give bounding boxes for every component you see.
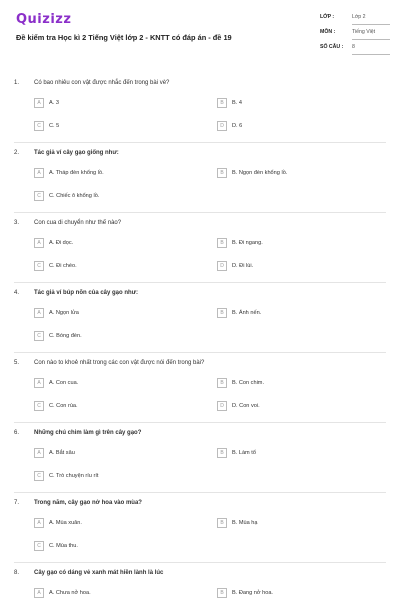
option-letter-box: A	[34, 518, 44, 528]
question-number: 6.	[14, 430, 20, 436]
meta-label: LỚP :	[320, 14, 335, 20]
question-text: Tác giả ví búp nõn của cây gạo như:	[34, 290, 139, 296]
option-letter-box: A	[34, 588, 44, 598]
option-letter-box: A	[34, 308, 44, 318]
question-divider	[14, 492, 386, 493]
option-letter-box: A	[34, 98, 44, 108]
option-letter-box: B	[217, 238, 227, 248]
brand-logo: Quizizz	[16, 12, 72, 27]
question-number: 5.	[14, 360, 20, 366]
question-divider	[14, 562, 386, 563]
meta-underline	[352, 39, 390, 40]
meta-label: SỐ CÂU :	[320, 44, 344, 50]
option-text: A. 3	[49, 100, 59, 106]
question-divider	[14, 422, 386, 423]
option-letter-box: B	[217, 308, 227, 318]
option-text: D. Đi lùi.	[232, 263, 254, 269]
option-text: C. Trò chuyện ríu rít	[49, 473, 99, 479]
option-text: C. Đi chéo.	[49, 263, 77, 269]
option-text: A. Con cua.	[49, 380, 79, 386]
meta-label: MÔN :	[320, 29, 336, 35]
option-letter-box: B	[217, 98, 227, 108]
option-text: B. Đi ngang.	[232, 240, 263, 246]
option-letter-box: B	[217, 518, 227, 528]
option-text: A. Mùa xuân.	[49, 520, 82, 526]
option-text: A. Ngọn lửa	[49, 310, 79, 316]
question-divider	[14, 282, 386, 283]
option-text: B. Con chim.	[232, 380, 265, 386]
document-title: Đề kiểm tra Học kì 2 Tiếng Việt lớp 2 - KNTT có đáp án - đề 19	[16, 33, 232, 42]
document-header	[0, 0, 400, 70]
option-text: C. Mùa thu.	[49, 543, 78, 549]
option-text: A. Tháp đèn khổng lồ.	[49, 170, 104, 176]
meta-row-count	[320, 42, 390, 55]
option-text: D. 6	[232, 123, 243, 129]
meta-value: Tiếng Việt	[352, 29, 376, 35]
option-letter-box: D	[217, 401, 227, 411]
option-letter-box: C	[34, 331, 44, 341]
option-text: D. Con voi.	[232, 403, 260, 409]
meta-value: Lớp 2	[352, 14, 366, 20]
option-text: A. Đi dọc.	[49, 240, 74, 246]
question-divider	[14, 142, 386, 143]
question-text: Cây gạo có dáng vẻ xanh mát hiền lành là lúc	[34, 570, 164, 576]
option-letter-box: C	[34, 261, 44, 271]
meta-row-class	[320, 12, 390, 25]
question-text: Con cua di chuyển như thế nào?	[34, 220, 122, 226]
option-letter-box: C	[34, 191, 44, 201]
meta-underline	[352, 24, 390, 25]
meta-value: 8	[352, 44, 355, 50]
question-number: 8.	[14, 570, 20, 576]
question-text: Tác giả ví cây gạo giống như:	[34, 150, 119, 156]
option-letter-box: B	[217, 168, 227, 178]
question-text: Trong năm, cây gạo nở hoa vào mùa?	[34, 500, 142, 506]
option-letter-box: D	[217, 121, 227, 131]
option-text: A. Chưa nở hoa.	[49, 590, 91, 596]
option-text: B. Mùa hạ	[232, 520, 258, 526]
option-letter-box: C	[34, 401, 44, 411]
question-text: Những chú chim làm gì trên cây gạo?	[34, 430, 142, 436]
option-letter-box: D	[217, 261, 227, 271]
option-text: C. Bóng đèn.	[49, 333, 82, 339]
option-letter-box: C	[34, 121, 44, 131]
option-text: A. Bắt sâu	[49, 450, 75, 456]
option-text: B. 4	[232, 100, 242, 106]
question-number: 4.	[14, 290, 20, 296]
option-letter-box: A	[34, 168, 44, 178]
option-text: C. 5	[49, 123, 60, 129]
question-number: 3.	[14, 220, 20, 226]
option-text: B. Làm tổ	[232, 450, 256, 456]
option-text: B. Đang nở hoa.	[232, 590, 273, 596]
question-number: 2.	[14, 150, 20, 156]
option-text: B. Ánh nến.	[232, 310, 262, 316]
option-letter-box: A	[34, 238, 44, 248]
question-text: Có bao nhiêu con vật được nhắc đến trong bài vè?	[34, 80, 170, 86]
option-letter-box: C	[34, 471, 44, 481]
option-text: C. Chiếc ô khổng lồ.	[49, 193, 100, 199]
question-divider	[14, 212, 386, 213]
question-number: 7.	[14, 500, 20, 506]
meta-underline	[352, 54, 390, 55]
option-letter-box: B	[217, 448, 227, 458]
meta-info	[320, 12, 390, 57]
option-letter-box: B	[217, 378, 227, 388]
option-letter-box: A	[34, 378, 44, 388]
question-text: Con nào to khoẻ nhất trong các con vật được nói đến trong bài?	[34, 360, 205, 366]
option-letter-box: B	[217, 588, 227, 598]
option-letter-box: A	[34, 448, 44, 458]
question-divider	[14, 352, 386, 353]
option-text: B. Ngọn đèn khổng lồ.	[232, 170, 288, 176]
option-letter-box: C	[34, 541, 44, 551]
question-number: 1.	[14, 80, 20, 86]
option-text: C. Con rùa.	[49, 403, 78, 409]
meta-row-subject	[320, 27, 390, 40]
